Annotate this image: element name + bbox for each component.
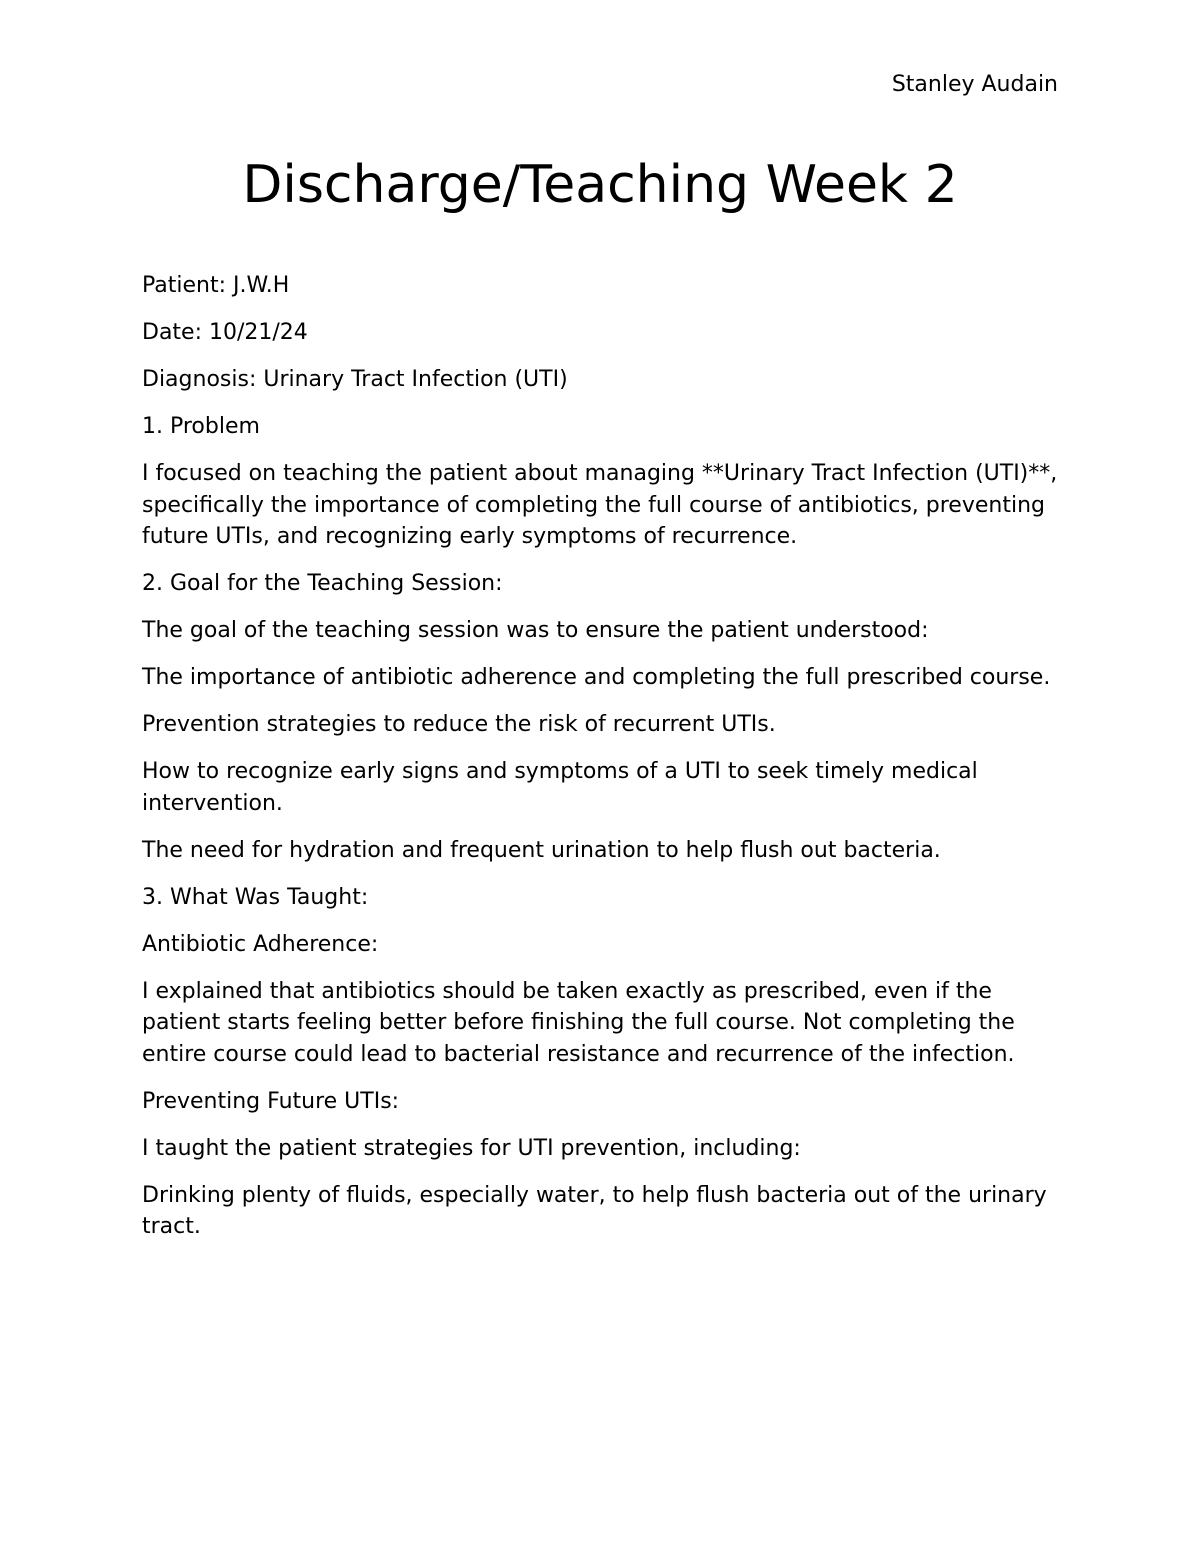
prevention-intro-paragraph: I taught the patient strategies for UTI prevention, including: — [142, 1135, 801, 1161]
author-name: Stanley Audain — [891, 72, 1058, 97]
subheading-antibiotic-adherence: Antibiotic Adherence: — [142, 931, 379, 957]
section-heading-goal: 2. Goal for the Teaching Session: — [142, 571, 503, 596]
patient-line: Patient: J.W.H — [142, 273, 290, 298]
goal-item-prevention: Prevention strategies to reduce the risk of recurrent UTIs. — [142, 712, 776, 737]
document-title: Discharge/Teaching Week 2 — [242, 155, 958, 215]
goal-item-hydration: The need for hydration and frequent urination to help flush out bacteria. — [142, 837, 941, 863]
problem-paragraph: I focused on teaching the patient about managing **Urinary Tract Infection (UTI)**, specifically the importance of completing the full course of antibiotics, preventing future UTIs, and recognizing early symptoms of recurrence. — [142, 461, 1058, 549]
section-heading-problem: 1. Problem — [142, 414, 260, 439]
subheading-preventing-utis: Preventing Future UTIs: — [142, 1088, 400, 1114]
date-line: Date: 10/21/24 — [142, 320, 308, 345]
section-heading-taught: 3. What Was Taught: — [142, 884, 369, 910]
document-body — [142, 270, 1058, 1258]
antibiotic-adherence-paragraph: I explained that antibiotics should be taken exactly as prescribed, even if the patient starts feeling better before finishing the full course. Not completing the entire course could lead to bacterial resistance and recurrence of the infection. — [142, 978, 1015, 1067]
prevention-item-fluids: Drinking plenty of fluids, especially water, to help flush bacteria out of the urinary tract. — [142, 1182, 1047, 1239]
diagnosis-line: Diagnosis: Urinary Tract Infection (UTI) — [142, 367, 568, 392]
goal-item-adherence: The importance of antibiotic adherence and completing the full prescribed course. — [142, 665, 1051, 690]
goal-item-recognition: How to recognize early signs and symptoms of a UTI to seek timely medical intervention. — [142, 759, 978, 816]
goal-intro-paragraph: The goal of the teaching session was to ensure the patient understood: — [142, 618, 929, 643]
